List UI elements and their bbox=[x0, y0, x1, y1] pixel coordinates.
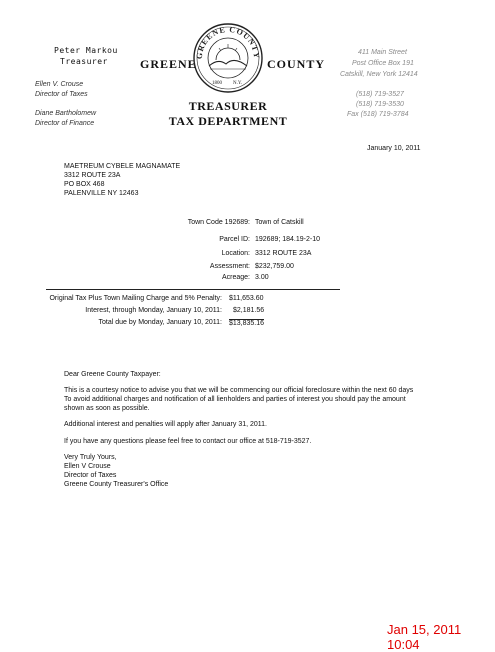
recipient-line-1: 3312 ROUTE 23A bbox=[64, 172, 121, 179]
dept-line-2: TAX DEPARTMENT bbox=[168, 114, 288, 128]
address-phone-1: (518) 719-3527 bbox=[356, 91, 404, 98]
treasurer-title: Treasurer bbox=[60, 57, 108, 66]
signer-office: Greene County Treasurer's Office bbox=[64, 481, 169, 488]
seal-year: 1800 bbox=[212, 81, 222, 86]
letter-paragraph-1-line: To avoid additional charges and notification of all lienholders and parties of interest you should pay the amount bbox=[64, 396, 406, 403]
letter-paragraph-1 bbox=[64, 386, 459, 413]
recipient-line-3: PALENVILLE NY 12463 bbox=[64, 190, 139, 197]
svg-text:GREENE COUNTY bbox=[195, 25, 261, 60]
seal-text: GREENE COUNTY bbox=[194, 24, 262, 60]
seal-state: N.Y. bbox=[233, 81, 243, 86]
staff-title-2: Director of Finance bbox=[35, 120, 95, 127]
address-fax: Fax (518) 719-3784 bbox=[347, 111, 409, 118]
dept-line-1: TREASURER bbox=[188, 99, 268, 113]
county-word-right: COUNTY bbox=[267, 57, 326, 71]
letter-paragraph-1-line: shown as soon as possible. bbox=[64, 405, 150, 412]
letter-date: January 10, 2011 bbox=[367, 145, 421, 152]
staff-title-1: Director of Taxes bbox=[35, 91, 88, 98]
parcel-value: 192689; 184.19-2-10 bbox=[255, 236, 320, 243]
letter-paragraph-1-line: This is a courtesy notice to advise you that we will be commencing our official foreclosure within the next 60 days bbox=[64, 387, 414, 394]
fax-timestamp: Jan 15, 2011 10:04 bbox=[387, 622, 462, 652]
county-seal-icon bbox=[192, 22, 264, 94]
county-word-left: GREENE bbox=[140, 57, 197, 71]
letter-signature-block bbox=[64, 453, 168, 489]
charge-label-interest: Interest, through Monday, January 10, 2011: bbox=[85, 307, 222, 314]
address-city: Catskill, New York 12414 bbox=[340, 71, 418, 78]
parcel-label: Acreage: bbox=[221, 274, 250, 281]
parcel-label: Parcel ID: bbox=[219, 236, 250, 243]
staff-name-2: Diane Bartholomew bbox=[35, 110, 97, 117]
recipient-name: MAETREUM CYBELE MAGNAMATE bbox=[64, 163, 181, 170]
parcel-row bbox=[100, 263, 350, 274]
address-po-box: Post Office Box 191 bbox=[352, 60, 414, 67]
parcel-row bbox=[100, 219, 350, 232]
parcel-label: Town Code 192689: bbox=[187, 219, 250, 226]
letter-paragraph-2: Additional interest and penalties will apply after January 31, 2011. bbox=[64, 421, 267, 428]
address-street: 411 Main Street bbox=[358, 49, 407, 56]
signer-name: Ellen V Crouse bbox=[64, 463, 111, 470]
parcel-value: 3.00 bbox=[255, 274, 269, 281]
parcel-value: Town of Catskill bbox=[255, 219, 304, 226]
signer-title: Director of Taxes bbox=[64, 472, 117, 479]
charge-value-total: $13,835.16 bbox=[229, 320, 265, 327]
parcel-info bbox=[100, 219, 350, 285]
letter-salutation: Dear Greene County Taxpayer: bbox=[64, 371, 161, 378]
charge-value-interest: $2,181.56 bbox=[233, 307, 265, 314]
parcel-label: Assessment: bbox=[209, 263, 250, 270]
parcel-row bbox=[100, 236, 350, 249]
letter-closing: Very Truly Yours, bbox=[64, 454, 117, 461]
parcel-row bbox=[100, 274, 350, 285]
parcel-row bbox=[100, 250, 350, 263]
recipient-line-2: PO BOX 468 bbox=[64, 181, 105, 188]
charge-value-tax: $11,653.60 bbox=[229, 295, 264, 302]
staff-name-1: Ellen V. Crouse bbox=[35, 81, 84, 88]
parcel-value: 3312 ROUTE 23A bbox=[255, 250, 312, 257]
parcel-value: $232,759.00 bbox=[255, 263, 294, 270]
charge-label-total: Total due by Monday, January 10, 2011: bbox=[98, 319, 222, 326]
parcel-label: Location: bbox=[221, 250, 250, 257]
letter-paragraph-3: If you have any questions please feel free to contact our office at 518-719-3527. bbox=[64, 438, 312, 445]
separator-line bbox=[46, 289, 340, 290]
charge-label-tax: Original Tax Plus Town Mailing Charge and 5% Penalty: bbox=[49, 295, 222, 302]
address-phone-2: (518) 719-3530 bbox=[356, 101, 404, 108]
treasurer-name: Peter Markou bbox=[54, 46, 118, 55]
recipient-block bbox=[64, 162, 180, 198]
